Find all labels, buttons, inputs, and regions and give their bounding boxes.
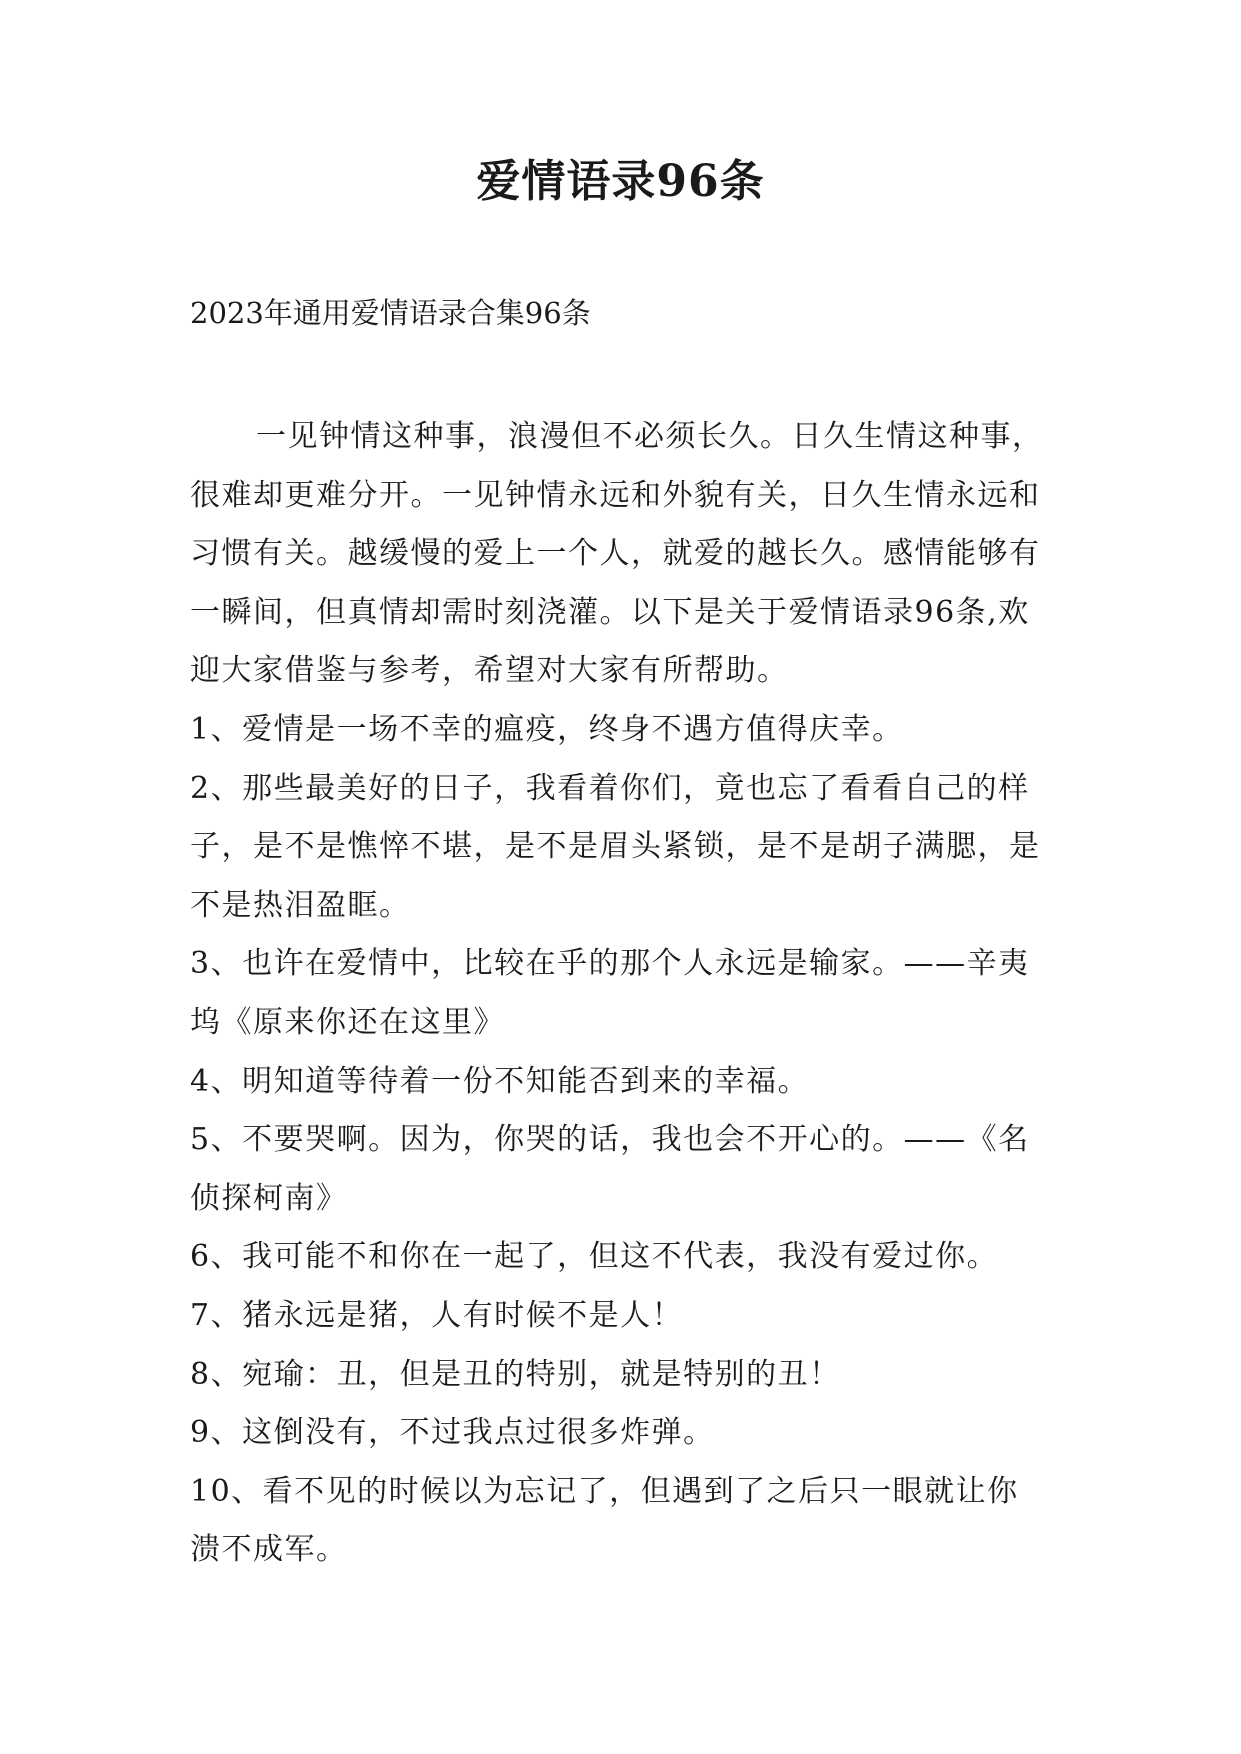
document-subtitle: 2023年通用爱情语录合集96条 <box>190 296 591 330</box>
quote-item: 5、不要哭啊。因为，你哭的话，我也会不开心的。——《名侦探柯南》 <box>190 1122 1030 1216</box>
quote-item: 7、猪永远是猪，人有时候不是人！ <box>190 1297 684 1333</box>
quote-item: 9、这倒没有，不过我点过很多炸弹。 <box>190 1415 715 1451</box>
quote-item: 1、爱情是一场不幸的瘟疫，终身不遇方值得庆幸。 <box>190 711 904 747</box>
quote-item: 8、宛瑜：丑，但是丑的特别，就是特别的丑！ <box>190 1356 841 1392</box>
quote-item: 3、也许在爱情中，比较在乎的那个人永远是输家。——辛夷坞《原来你还在这里》 <box>190 946 1030 1040</box>
document-body <box>190 408 1050 1580</box>
quote-item: 10、看不见的时候以为忘记了，但遇到了之后只一眼就让你溃不成军。 <box>190 1473 1019 1568</box>
quote-item: 2、那些最美好的日子，我看着你们，竟也忘了看看自己的样子，是不是憔悴不堪，是不是眉头紧锁，是不是胡子满腮，是不是热泪盈眶。 <box>190 770 1041 923</box>
document-title: 爱情语录96条 <box>476 156 765 207</box>
quote-item: 6、我可能不和你在一起了，但这不代表，我没有爱过你。 <box>190 1239 999 1275</box>
quote-item: 4、明知道等待着一份不知能否到来的幸福。 <box>190 1063 810 1099</box>
intro-paragraph: 一见钟情这种事，浪漫但不必须长久。日久生情这种事，很难却更难分开。一见钟情永远和外貌有关，日久生情永远和习惯有关。越缓慢的爱上一个人，就爱的越长久。感情能够有一瞬间，但真情却需时刻浇灌。以下是关于爱情语录96条,欢迎大家借鉴与参考，希望对大家有所帮助。 <box>190 419 1044 689</box>
